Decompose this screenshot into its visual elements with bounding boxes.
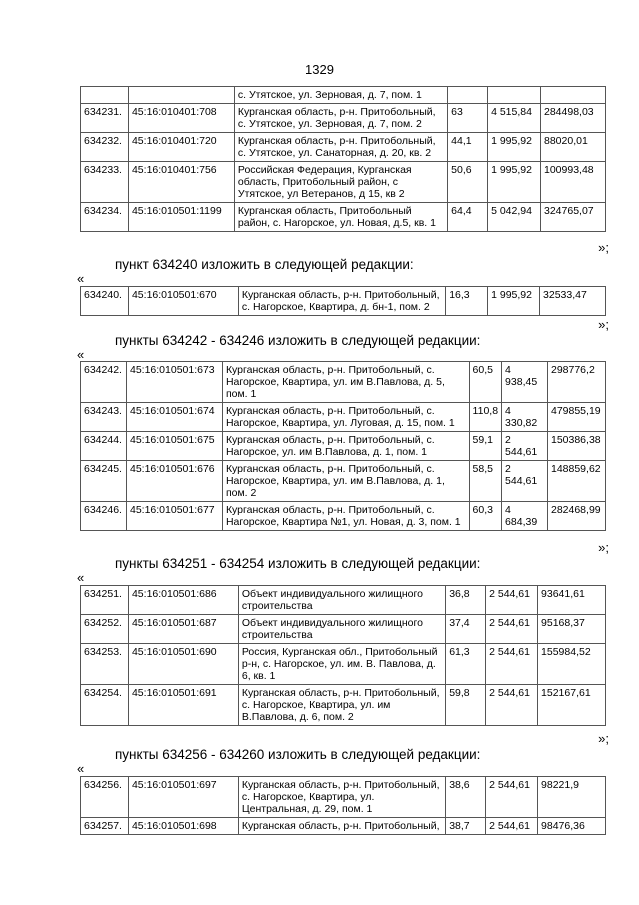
address-cell: Курганская область, р-н. Притобольный, с. Нагорское, Квартира №1, ул. Новая, д. 3, пом. 1 bbox=[222, 502, 469, 531]
property-table bbox=[80, 361, 606, 531]
area-cell: 61,3 bbox=[446, 644, 486, 685]
address-cell: Курганская область, р-н. Притобольный, с. Нагорское, Квартира, ул. им В.Павлова, д. 5, пом. 1 bbox=[222, 362, 469, 403]
area-cell: 59,1 bbox=[469, 432, 502, 461]
item-number-cell: 634256. bbox=[81, 777, 129, 818]
section-heading: пункт 634240 изложить в следующей редакции: bbox=[115, 257, 414, 272]
table-row bbox=[81, 162, 606, 203]
property-table bbox=[80, 585, 606, 726]
address-cell: Объект индивидуального жилищного строительства bbox=[238, 586, 445, 615]
item-number-cell: 634243. bbox=[81, 403, 127, 432]
cadastral-value-cell: 152167,61 bbox=[538, 685, 606, 726]
item-number-cell: 634244. bbox=[81, 432, 127, 461]
unit-value-cell: 4 684,39 bbox=[502, 502, 548, 531]
opening-quote: « bbox=[77, 761, 85, 776]
item-number-cell: 634257. bbox=[81, 818, 129, 835]
unit-value-cell: 1 995,92 bbox=[488, 287, 540, 316]
table-row bbox=[81, 432, 606, 461]
area-cell bbox=[448, 87, 488, 104]
unit-value-cell: 2 544,61 bbox=[502, 432, 548, 461]
unit-value-cell: 2 544,61 bbox=[486, 586, 538, 615]
area-cell: 38,7 bbox=[446, 818, 486, 835]
cadastral-number-cell: 45:16:010501:698 bbox=[128, 818, 238, 835]
table-row bbox=[81, 502, 606, 531]
unit-value-cell: 2 544,61 bbox=[486, 685, 538, 726]
section-heading: пункты 634251 - 634254 изложить в следующей редакции: bbox=[115, 556, 481, 571]
cadastral-value-cell: 479855,19 bbox=[547, 403, 605, 432]
address-cell: Российская Федерация, Курганская область, Притобольный район, с Утятское, ул Ветеранов, д 15, кв 2 bbox=[234, 162, 447, 203]
unit-value-cell: 1 995,92 bbox=[488, 162, 541, 203]
opening-quote: « bbox=[77, 271, 85, 286]
item-number-cell: 634240. bbox=[81, 287, 129, 316]
area-cell: 64,4 bbox=[448, 203, 488, 232]
area-cell: 16,3 bbox=[446, 287, 488, 316]
cadastral-value-cell: 150386,38 bbox=[547, 432, 605, 461]
address-cell: Курганская область, Притобольный район, с. Нагорское, ул. Новая, д.5, кв. 1 bbox=[234, 203, 447, 232]
area-cell: 60,5 bbox=[469, 362, 502, 403]
address-cell: Россия, Курганская обл., Притобольный р-н, с. Нагорское, ул. им. В. Павлова, д. 6, кв. 1 bbox=[238, 644, 445, 685]
address-cell: Объект индивидуального жилищного строительства bbox=[238, 615, 445, 644]
cadastral-number-cell: 45:16:010501:676 bbox=[126, 461, 222, 502]
closing-quote: »; bbox=[598, 240, 609, 255]
property-table bbox=[80, 776, 606, 835]
cadastral-number-cell: 45:16:010501:677 bbox=[126, 502, 222, 531]
cadastral-number-cell: 45:16:010501:691 bbox=[128, 685, 238, 726]
cadastral-value-cell: 284498,03 bbox=[541, 104, 606, 133]
address-cell: Курганская область, р-н. Притобольный, с. Нагорское, Квартира, д. бн-1, пом. 2 bbox=[238, 287, 445, 316]
property-table bbox=[80, 286, 606, 316]
address-cell: Курганская область, р-н. Притобольный, с. Нагорское, ул. им В.Павлова, д. 1, пом. 1 bbox=[222, 432, 469, 461]
unit-value-cell: 1 995,92 bbox=[488, 133, 541, 162]
cadastral-number-cell: 45:16:010501:697 bbox=[128, 777, 238, 818]
cadastral-number-cell: 45:16:010501:674 bbox=[126, 403, 222, 432]
unit-value-cell: 2 544,61 bbox=[486, 644, 538, 685]
unit-value-cell: 2 544,61 bbox=[486, 615, 538, 644]
cadastral-number-cell: 45:16:010501:670 bbox=[128, 287, 238, 316]
unit-value-cell: 2 544,61 bbox=[502, 461, 548, 502]
item-number-cell: 634232. bbox=[81, 133, 129, 162]
closing-quote: »; bbox=[598, 317, 609, 332]
cadastral-value-cell: 155984,52 bbox=[538, 644, 606, 685]
table-row bbox=[81, 287, 606, 316]
cadastral-value-cell: 93641,61 bbox=[538, 586, 606, 615]
section-heading: пункты 634242 - 634246 изложить в следующей редакции: bbox=[115, 333, 481, 348]
area-cell: 36,8 bbox=[446, 586, 486, 615]
unit-value-cell: 2 544,61 bbox=[486, 818, 538, 835]
cadastral-value-cell: 98476,36 bbox=[538, 818, 606, 835]
table-row bbox=[81, 362, 606, 403]
address-cell: Курганская область, р-н. Притобольный, bbox=[238, 818, 445, 835]
table-row bbox=[81, 777, 606, 818]
table-row bbox=[81, 87, 606, 104]
item-number-cell: 634233. bbox=[81, 162, 129, 203]
cadastral-value-cell: 98221,9 bbox=[538, 777, 606, 818]
unit-value-cell: 4 938,45 bbox=[502, 362, 548, 403]
area-cell: 50,6 bbox=[448, 162, 488, 203]
address-cell: Курганская область, р-н. Притобольный, с. Утятское, ул. Зерновая, д. 7, пом. 2 bbox=[234, 104, 447, 133]
table-row bbox=[81, 818, 606, 835]
cadastral-number-cell: 45:16:010501:690 bbox=[128, 644, 238, 685]
opening-quote: « bbox=[77, 347, 85, 362]
cadastral-number-cell: 45:16:010501:675 bbox=[126, 432, 222, 461]
area-cell: 44,1 bbox=[448, 133, 488, 162]
item-number-cell: 634231. bbox=[81, 104, 129, 133]
item-number-cell: 634252. bbox=[81, 615, 129, 644]
cadastral-number-cell: 45:16:010501:686 bbox=[128, 586, 238, 615]
cadastral-number-cell: 45:16:010401:720 bbox=[128, 133, 234, 162]
table-row bbox=[81, 133, 606, 162]
cadastral-value-cell: 148859,62 bbox=[547, 461, 605, 502]
unit-value-cell: 4 515,84 bbox=[488, 104, 541, 133]
cadastral-value-cell: 88020,01 bbox=[541, 133, 606, 162]
cadastral-number-cell bbox=[128, 87, 234, 104]
table-row bbox=[81, 203, 606, 232]
address-cell: с. Утятское, ул. Зерновая, д. 7, пом. 1 bbox=[234, 87, 447, 104]
area-cell: 60,3 bbox=[469, 502, 502, 531]
page-number: 1329 bbox=[305, 62, 334, 77]
unit-value-cell bbox=[488, 87, 541, 104]
table-row bbox=[81, 685, 606, 726]
item-number-cell: 634253. bbox=[81, 644, 129, 685]
unit-value-cell: 4 330,82 bbox=[502, 403, 548, 432]
item-number-cell: 634251. bbox=[81, 586, 129, 615]
property-table bbox=[80, 86, 606, 232]
closing-quote: »; bbox=[598, 731, 609, 746]
cadastral-number-cell: 45:16:010501:687 bbox=[128, 615, 238, 644]
cadastral-value-cell bbox=[541, 87, 606, 104]
table-row bbox=[81, 104, 606, 133]
area-cell: 110,8 bbox=[469, 403, 502, 432]
opening-quote: « bbox=[77, 570, 85, 585]
table-row bbox=[81, 644, 606, 685]
area-cell: 37,4 bbox=[446, 615, 486, 644]
area-cell: 59,8 bbox=[446, 685, 486, 726]
unit-value-cell: 5 042,94 bbox=[488, 203, 541, 232]
item-number-cell: 634246. bbox=[81, 502, 127, 531]
table-row bbox=[81, 615, 606, 644]
table-row bbox=[81, 461, 606, 502]
item-number-cell: 634234. bbox=[81, 203, 129, 232]
cadastral-value-cell: 32533,47 bbox=[540, 287, 606, 316]
cadastral-value-cell: 282468,99 bbox=[547, 502, 605, 531]
cadastral-number-cell: 45:16:010401:708 bbox=[128, 104, 234, 133]
address-cell: Курганская область, р-н. Притобольный, с. Нагорское, Квартира, ул. Центральная, д. 29, пом. 1 bbox=[238, 777, 445, 818]
cadastral-value-cell: 100993,48 bbox=[541, 162, 606, 203]
item-number-cell bbox=[81, 87, 129, 104]
area-cell: 58,5 bbox=[469, 461, 502, 502]
closing-quote: »; bbox=[598, 540, 609, 555]
table-row bbox=[81, 586, 606, 615]
cadastral-value-cell: 324765,07 bbox=[541, 203, 606, 232]
area-cell: 63 bbox=[448, 104, 488, 133]
area-cell: 38,6 bbox=[446, 777, 486, 818]
table-row bbox=[81, 403, 606, 432]
address-cell: Курганская область, р-н. Притобольный, с. Нагорское, Квартира, ул. Луговая, д. 15, пом. 1 bbox=[222, 403, 469, 432]
address-cell: Курганская область, р-н. Притобольный, с. Нагорское, Квартира, ул. им В.Павлова, д. 1, пом. 2 bbox=[222, 461, 469, 502]
unit-value-cell: 2 544,61 bbox=[486, 777, 538, 818]
section-heading: пункты 634256 - 634260 изложить в следующей редакции: bbox=[115, 747, 481, 762]
cadastral-number-cell: 45:16:010501:1199 bbox=[128, 203, 234, 232]
address-cell: Курганская область, р-н. Притобольный, с. Нагорское, Квартира, ул. им В.Павлова, д. 6, пом. 2 bbox=[238, 685, 445, 726]
item-number-cell: 634245. bbox=[81, 461, 127, 502]
cadastral-value-cell: 95168,37 bbox=[538, 615, 606, 644]
item-number-cell: 634242. bbox=[81, 362, 127, 403]
cadastral-number-cell: 45:16:010501:673 bbox=[126, 362, 222, 403]
item-number-cell: 634254. bbox=[81, 685, 129, 726]
cadastral-value-cell: 298776,2 bbox=[547, 362, 605, 403]
cadastral-number-cell: 45:16:010401:756 bbox=[128, 162, 234, 203]
address-cell: Курганская область, р-н. Притобольный, с. Утятское, ул. Санаторная, д. 20, кв. 2 bbox=[234, 133, 447, 162]
